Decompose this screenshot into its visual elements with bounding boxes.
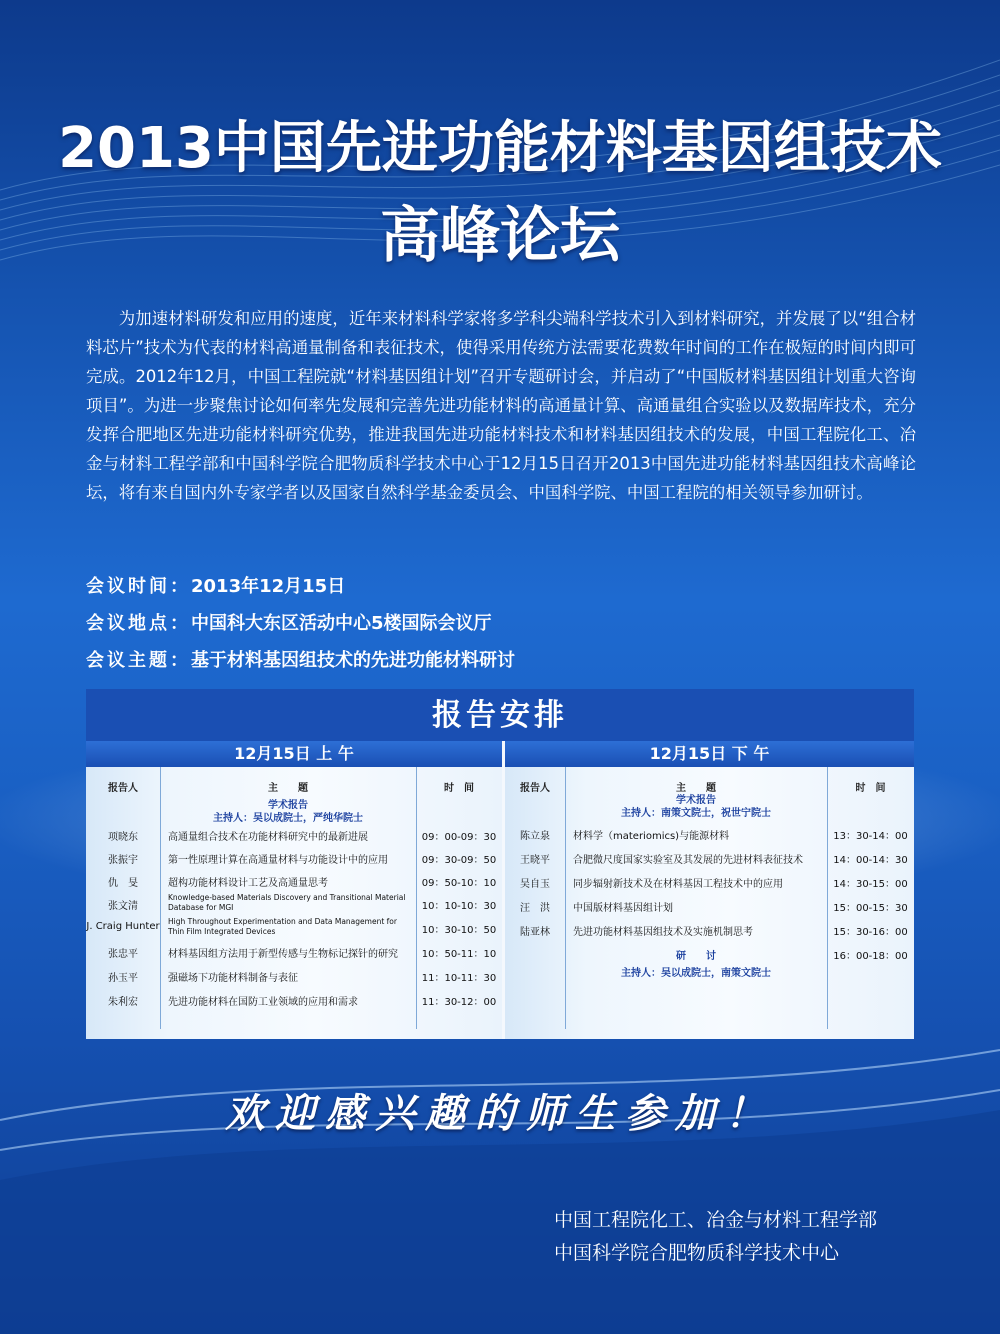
morning-day-bar: 12月15日 上 午 bbox=[86, 741, 502, 767]
am-row-7-topic: 强磁场下功能材料制备与表征 bbox=[168, 973, 298, 984]
pm-discussion-host: 主持人：吴以成院士，南策文院士 bbox=[621, 968, 771, 979]
am-header-speaker: 报告人 bbox=[108, 783, 138, 794]
schedule-afternoon bbox=[505, 741, 914, 1039]
pm-row-1-speaker: 陈立泉 bbox=[520, 831, 550, 842]
organizer-2: 中国科学院合肥物质科学技术中心 bbox=[554, 1242, 840, 1264]
am-row-1-speaker: 项晓东 bbox=[108, 832, 138, 843]
pm-row-5-speaker: 陆亚林 bbox=[520, 927, 550, 938]
meeting-theme-label: 会议主题： bbox=[86, 650, 191, 671]
am-row-5-speaker: J. Craig Hunter bbox=[86, 921, 160, 932]
am-row-2-topic: 第一性原理计算在高通量材料与功能设计中的应用 bbox=[168, 855, 388, 866]
organizer-1: 中国工程院化工、冶金与材料工程学部 bbox=[554, 1209, 878, 1231]
afternoon-day-bar: 12月15日 下 午 bbox=[505, 741, 914, 767]
main-title: 2013中国先进功能材料基因组技术 bbox=[58, 116, 942, 181]
meeting-time-label: 会议时间： bbox=[86, 576, 191, 597]
am-row-4-speaker: 张文清 bbox=[108, 901, 138, 912]
am-row-4-topic: Knowledge-based Materials Discovery and Transitional Material Database for MGI bbox=[168, 893, 406, 912]
am-row-5-topic: High Throughout Experimentation and Data Management for Thin Film Integrated Devices bbox=[168, 917, 397, 936]
am-row-8-speaker: 朱利宏 bbox=[108, 997, 138, 1008]
morning-table bbox=[86, 767, 502, 1039]
intro-paragraph: 为加速材料研发和应用的速度，近年来材料科学家将多学科尖端科学技术引入到材料研究，并发展了以“组合材料芯片”技术为代表的材料高通量制备和表征技术，使得采用传统方法需要花费数年时间的工作在极短的时间内即可完成。2012年12月，中国工程院就“材料基因组计划”召开专题研讨会，并启动了“中国版材料基因组计划重大咨询项目”。为进一步聚焦讨论如何率先发展和完善先进功能材料的高通量计算、高通量组合实验以及数据库技术，充分发挥合肥地区先进功能材料研究优势，推进我国先进功能材料技术和材料基因组技术的发展，中国工程院化工、冶金与材料工程学部和中国科学院合肥物质科学技术中心于12月15日召开2013中国先进功能材料基因组技术高峰论坛，将有来自国内外专家学者以及国家自然科学基金委员会、中国科学院、中国工程院的相关领导参加研讨。 bbox=[86, 309, 916, 502]
pm-discussion-time: 16：00-18：00 bbox=[833, 951, 908, 962]
pm-row-2-topic: 合肥微尺度国家实验室及其发展的先进材料表征技术 bbox=[573, 855, 803, 866]
pm-header-topic: 主 题 bbox=[676, 783, 716, 794]
am-row-6-topic: 材料基因组方法用于新型传感与生物标记探针的研究 bbox=[168, 949, 398, 960]
am-row-6-speaker: 张忠平 bbox=[108, 949, 138, 960]
pm-row-1-time: 13：30-14：00 bbox=[833, 831, 908, 842]
am-row-3-time: 09：50-10：10 bbox=[421, 878, 497, 889]
pm-row-3-time: 14：30-15：00 bbox=[833, 879, 908, 890]
pm-host: 主持人：南策文院士，祝世宁院士 bbox=[621, 808, 771, 819]
am-row-8-time: 11：30-12：00 bbox=[421, 997, 497, 1008]
am-row-6-time: 10：50-11：10 bbox=[421, 949, 497, 960]
am-section-title: 学术报告 bbox=[268, 800, 308, 811]
pm-row-4-topic: 中国版材料基因组计划 bbox=[573, 903, 673, 914]
am-row-7-speaker: 孙玉平 bbox=[108, 973, 138, 984]
welcome-message: 欢迎感兴趣的师生参加！ bbox=[225, 1090, 775, 1137]
am-header-topic: 主 题 bbox=[268, 783, 308, 794]
pm-section-title: 学术报告 bbox=[676, 795, 716, 806]
pm-row-2-time: 14：00-14：30 bbox=[833, 855, 908, 866]
main-subtitle: 高峰论坛 bbox=[380, 201, 620, 271]
am-row-2-speaker: 张振宇 bbox=[108, 855, 138, 866]
pm-row-5-time: 15：30-16：00 bbox=[833, 927, 908, 938]
pm-row-2-speaker: 王晓平 bbox=[520, 855, 550, 866]
am-row-1-time: 09：00-09：30 bbox=[421, 832, 497, 843]
am-host: 主持人：吴以成院士，严纯华院士 bbox=[213, 813, 363, 824]
meeting-time bbox=[86, 572, 345, 598]
pm-row-4-time: 15：00-15：30 bbox=[833, 903, 908, 914]
meeting-place-value: 中国科大东区活动中心5楼国际会议厅 bbox=[191, 613, 492, 634]
am-row-4-time: 10：10-10：30 bbox=[421, 901, 497, 912]
schedule-title: 报告安排 bbox=[86, 689, 914, 741]
meeting-time-value: 2013年12月15日 bbox=[191, 576, 346, 597]
am-row-8-topic: 先进功能材料在国防工业领域的应用和需求 bbox=[168, 997, 358, 1008]
meeting-theme bbox=[86, 646, 515, 672]
am-header-time: 时 间 bbox=[444, 783, 474, 794]
meeting-place bbox=[86, 609, 492, 635]
am-row-1-topic: 高通量组合技术在功能材料研究中的最新进展 bbox=[168, 832, 368, 843]
am-row-3-speaker: 仇 旻 bbox=[108, 878, 138, 889]
pm-discussion-title: 研 讨 bbox=[676, 951, 716, 962]
schedule-panel bbox=[86, 689, 914, 1039]
am-row-7-time: 11：10-11：30 bbox=[421, 973, 497, 984]
meeting-place-label: 会议地点： bbox=[86, 613, 191, 634]
pm-header-time: 时 间 bbox=[855, 783, 886, 794]
am-row-2-time: 09：30-09：50 bbox=[421, 855, 497, 866]
pm-row-1-topic: 材料学（materiomics)与能源材料 bbox=[573, 831, 730, 842]
schedule-morning bbox=[86, 741, 502, 1039]
pm-row-5-topic: 先进功能材料基因组技术及实施机制思考 bbox=[573, 927, 753, 938]
pm-row-3-speaker: 吴自玉 bbox=[520, 879, 550, 890]
meeting-theme-value: 基于材料基因组技术的先进功能材料研讨 bbox=[191, 650, 515, 671]
afternoon-table bbox=[505, 767, 914, 1039]
pm-row-4-speaker: 汪 洪 bbox=[520, 903, 550, 914]
pm-row-3-topic: 同步辐射新技术及在材料基因工程技术中的应用 bbox=[573, 879, 783, 890]
am-row-5-time: 10：30-10：50 bbox=[421, 925, 497, 936]
pm-header-speaker: 报告人 bbox=[520, 783, 550, 794]
am-row-3-topic: 超构功能材料设计工艺及高通量思考 bbox=[168, 878, 328, 889]
